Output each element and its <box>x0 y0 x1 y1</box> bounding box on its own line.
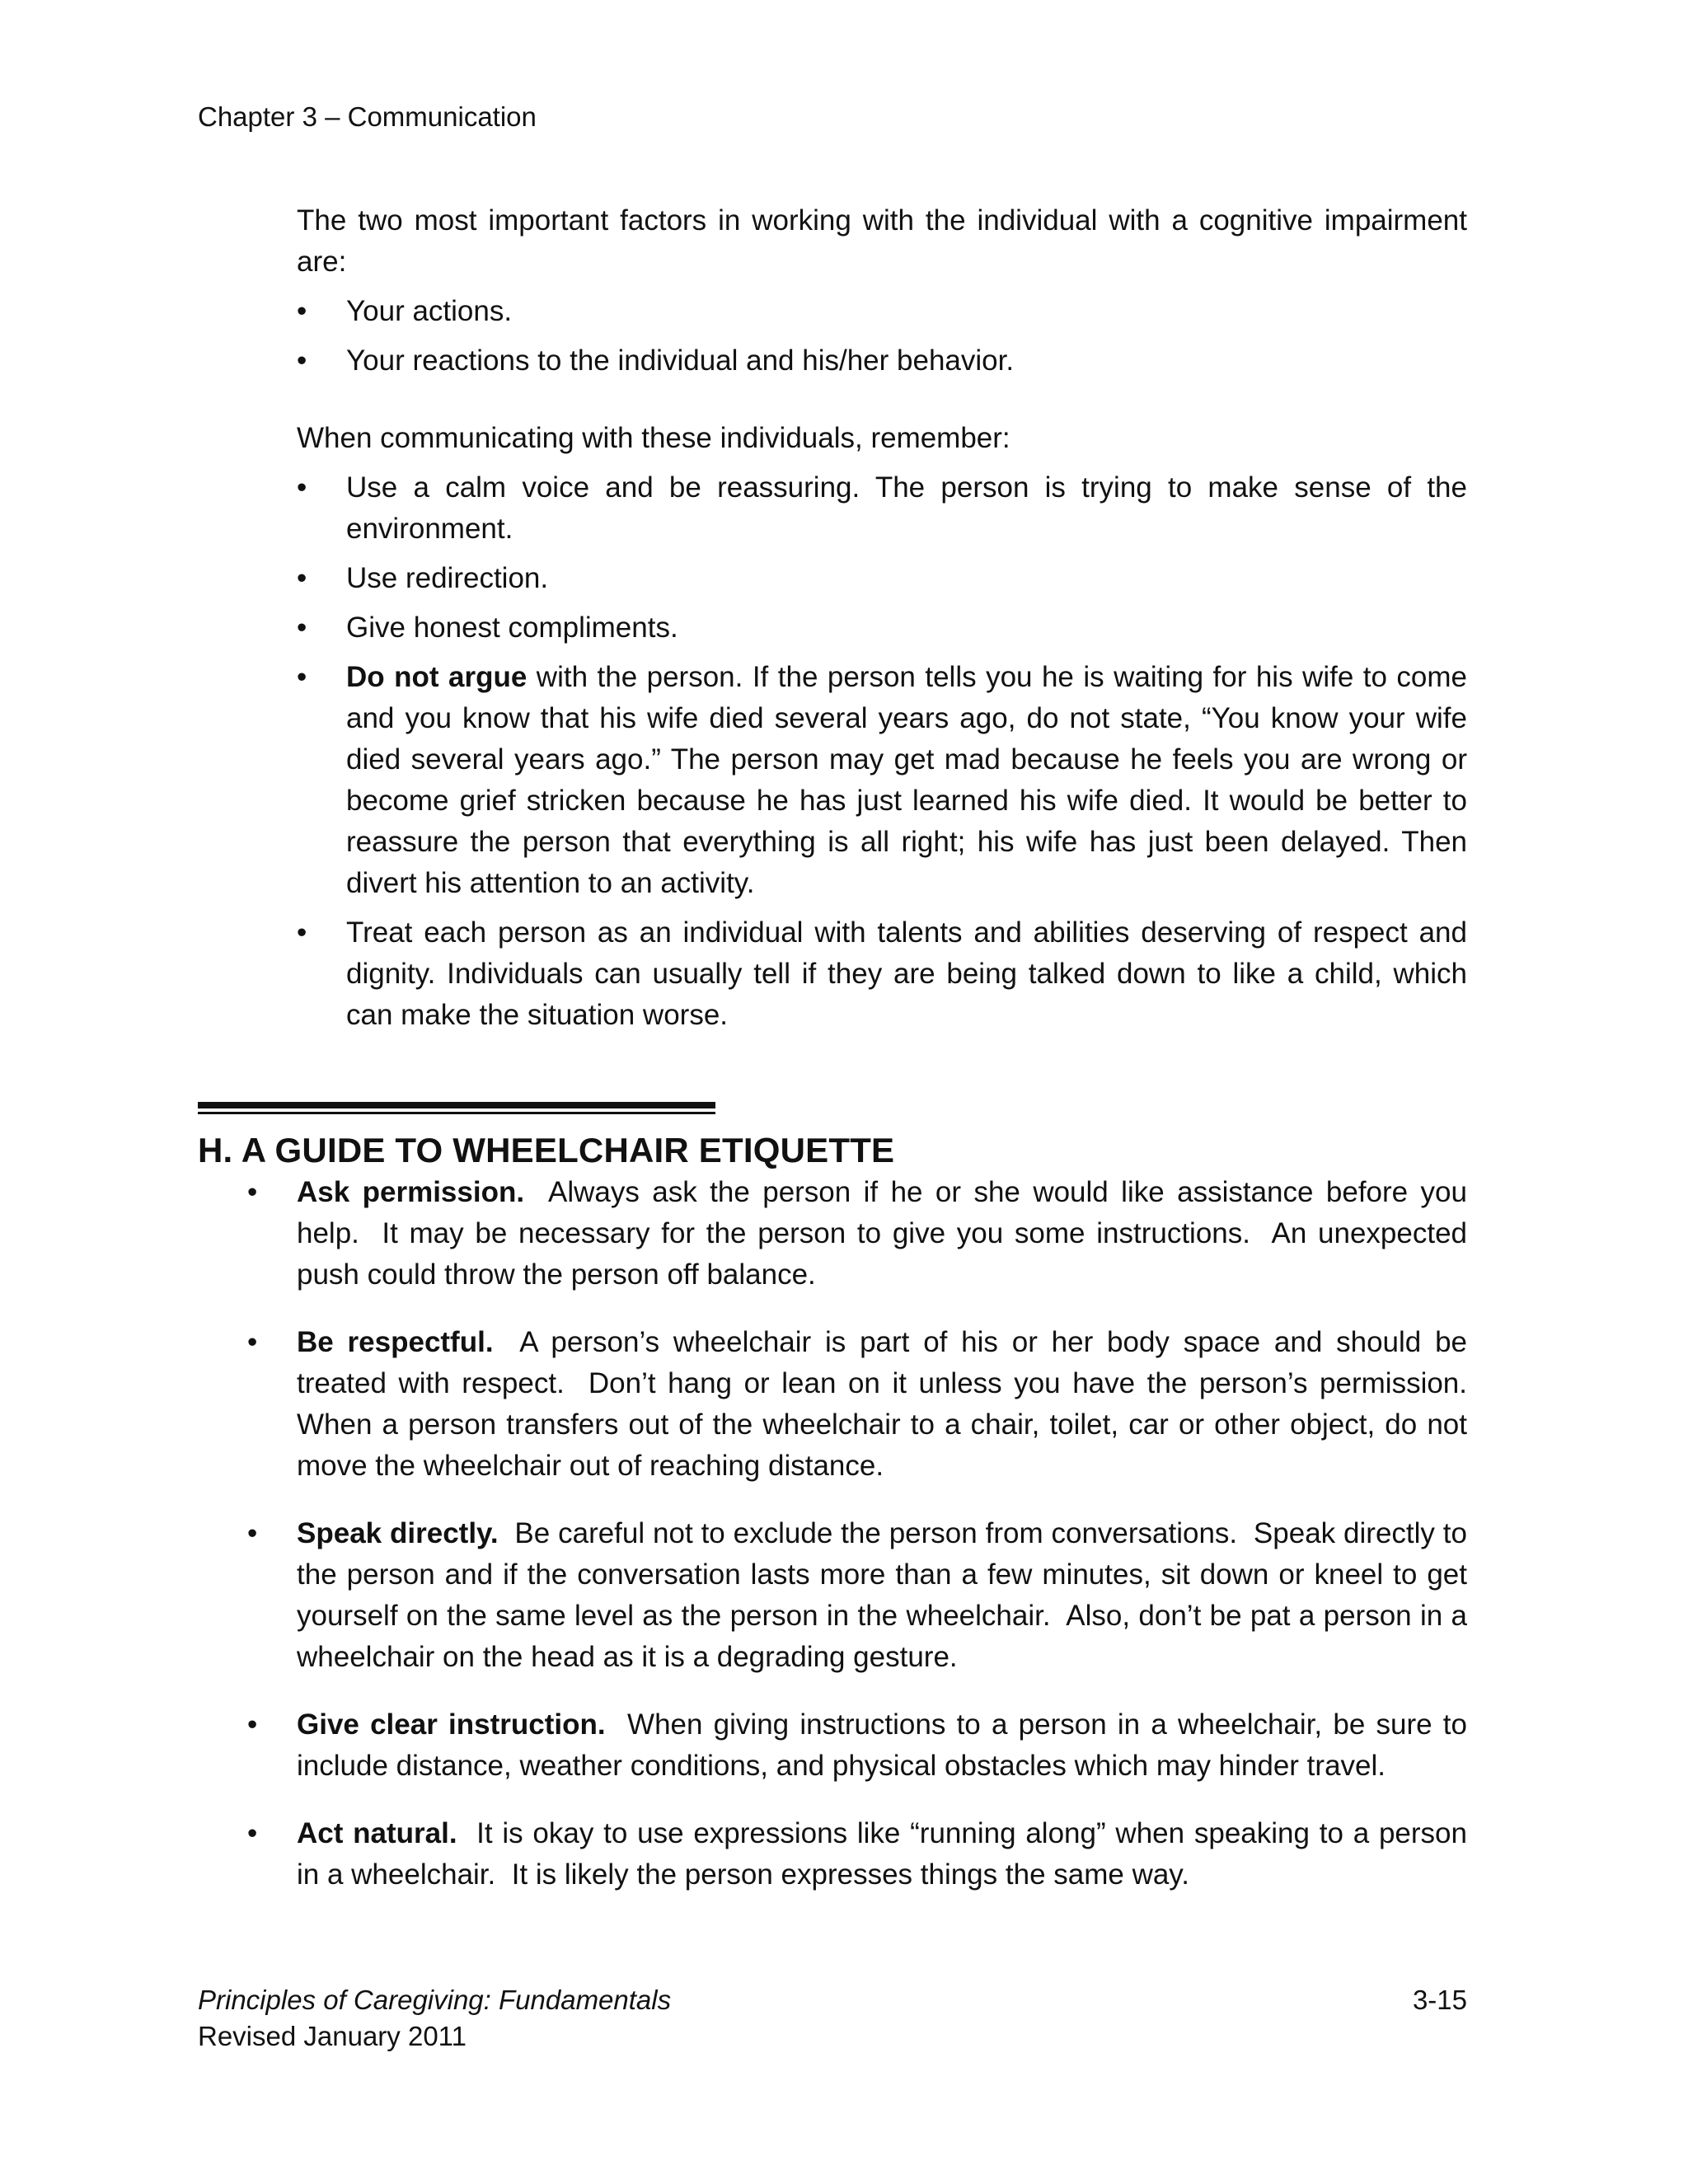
list-item-text: Treat each person as an individual with talents and abilities deserving of respect and dignity. Individuals can usually tell if they are being talked down to like a child, which can make the situation worse. <box>346 916 1467 1031</box>
bullet-icon: • <box>297 916 307 949</box>
item-lead: Be respectful. <box>297 1326 494 1358</box>
section-rule-thin <box>198 1112 715 1114</box>
list-item <box>198 1172 1475 1296</box>
list-item-text: Use redirection. <box>346 562 549 594</box>
lead-paragraph: The two most important factors in working with the individual with a cognitive impairment are: <box>297 204 1467 278</box>
factors-list <box>297 291 1467 382</box>
list-item <box>297 340 1467 382</box>
list-item <box>198 1322 1484 1487</box>
section-rule <box>198 1102 715 1108</box>
bullet-icon: • <box>297 344 307 377</box>
bullet-icon: • <box>297 471 307 504</box>
running-header: Chapter 3 – Communication <box>198 101 537 132</box>
list-item <box>198 1513 1475 1678</box>
page-footer <box>198 1982 1467 2055</box>
bullet-icon: • <box>247 1326 258 1358</box>
item-text: Always ask the person if he or she would like assistance before you help. It may be necessary for the person to give you some instructions. An unexpected push could throw the person off balance. <box>297 1176 1475 1291</box>
list-item <box>297 912 1467 1036</box>
bullet-icon: • <box>247 1176 258 1208</box>
section-title: H. A GUIDE TO WHEELCHAIR ETIQUETTE <box>198 1131 895 1169</box>
item-lead: Speak directly. <box>297 1517 499 1549</box>
item-text: When giving instructions to a person in a wheelchair, be sure to include distance, weather conditions, and physical obstacles which may hinder travel. <box>297 1708 1475 1782</box>
item-lead: Act natural. <box>297 1817 457 1849</box>
intro-block <box>297 200 1467 1044</box>
wheelchair-etiquette-section <box>198 1102 1484 1922</box>
bullet-icon: • <box>297 295 307 327</box>
list-item-text: Your actions. <box>346 295 513 327</box>
list-item-text: with the person. If the person tells you he is waiting for his wife to come and you know that his wife died several years ago, do not state, “You know your wife died several years ago.” The person may get mad because he feels you are wrong or become grief stricken because he has just learned his wife died. It would be better to reassure the person that everything is all right; his wife has just been delayed. Then divert his attention to an activity. <box>346 661 1468 899</box>
bullet-icon: • <box>297 612 307 644</box>
list-item <box>198 1704 1475 1787</box>
bullet-icon: • <box>247 1517 258 1549</box>
book-title: Principles of Caregiving: Fundamentals <box>198 1985 672 2015</box>
item-lead: Give clear instruction. <box>297 1708 606 1741</box>
list-item-text: Your reactions to the individual and his/her behavior. <box>346 344 1015 377</box>
remember-paragraph: When communicating with these individuals, remember: <box>297 422 1010 454</box>
item-text: A person’s wheelchair is part of his or her body space and should be treated with respect. Don’t hang or lean on it unless you have the person’s permission. When a person transfers out of the wheelchair to a chair, toilet, car or other object, do not move the wheelchair out of reaching distance. <box>297 1326 1484 1482</box>
list-item-text: Give honest compliments. <box>346 612 678 644</box>
bullet-icon: • <box>297 661 307 693</box>
list-item <box>297 291 1467 332</box>
revision-note: Revised January 2011 <box>198 2021 467 2051</box>
list-item-bold: Do not argue <box>346 661 528 693</box>
list-item <box>198 1813 1475 1896</box>
remember-list <box>297 467 1467 1036</box>
etiquette-list <box>198 1172 1484 1896</box>
list-item <box>297 607 1467 649</box>
item-text: Be careful not to exclude the person from conversations. Speak directly to the person and if the conversation lasts more than a few minutes, sit down or kneel to get yourself on the same level as the person in the wheelchair. Also, don’t be pat a person in a wheelchair on the head as it is a degrading gesture. <box>297 1517 1475 1673</box>
list-item <box>297 657 1467 904</box>
list-item <box>297 467 1467 550</box>
bullet-icon: • <box>247 1708 258 1741</box>
page-number: 3-15 <box>1412 1985 1467 2015</box>
list-item <box>297 558 1467 599</box>
item-text: It is okay to use expressions like “running along” when speaking to a person in a wheelchair. It is likely the person expresses things the same way. <box>297 1817 1475 1891</box>
bullet-icon: • <box>297 562 307 594</box>
item-lead: Ask permission. <box>297 1176 525 1208</box>
bullet-icon: • <box>247 1817 258 1849</box>
list-item-text: Use a calm voice and be reassuring. The person is trying to make sense of the environment. <box>346 471 1467 545</box>
